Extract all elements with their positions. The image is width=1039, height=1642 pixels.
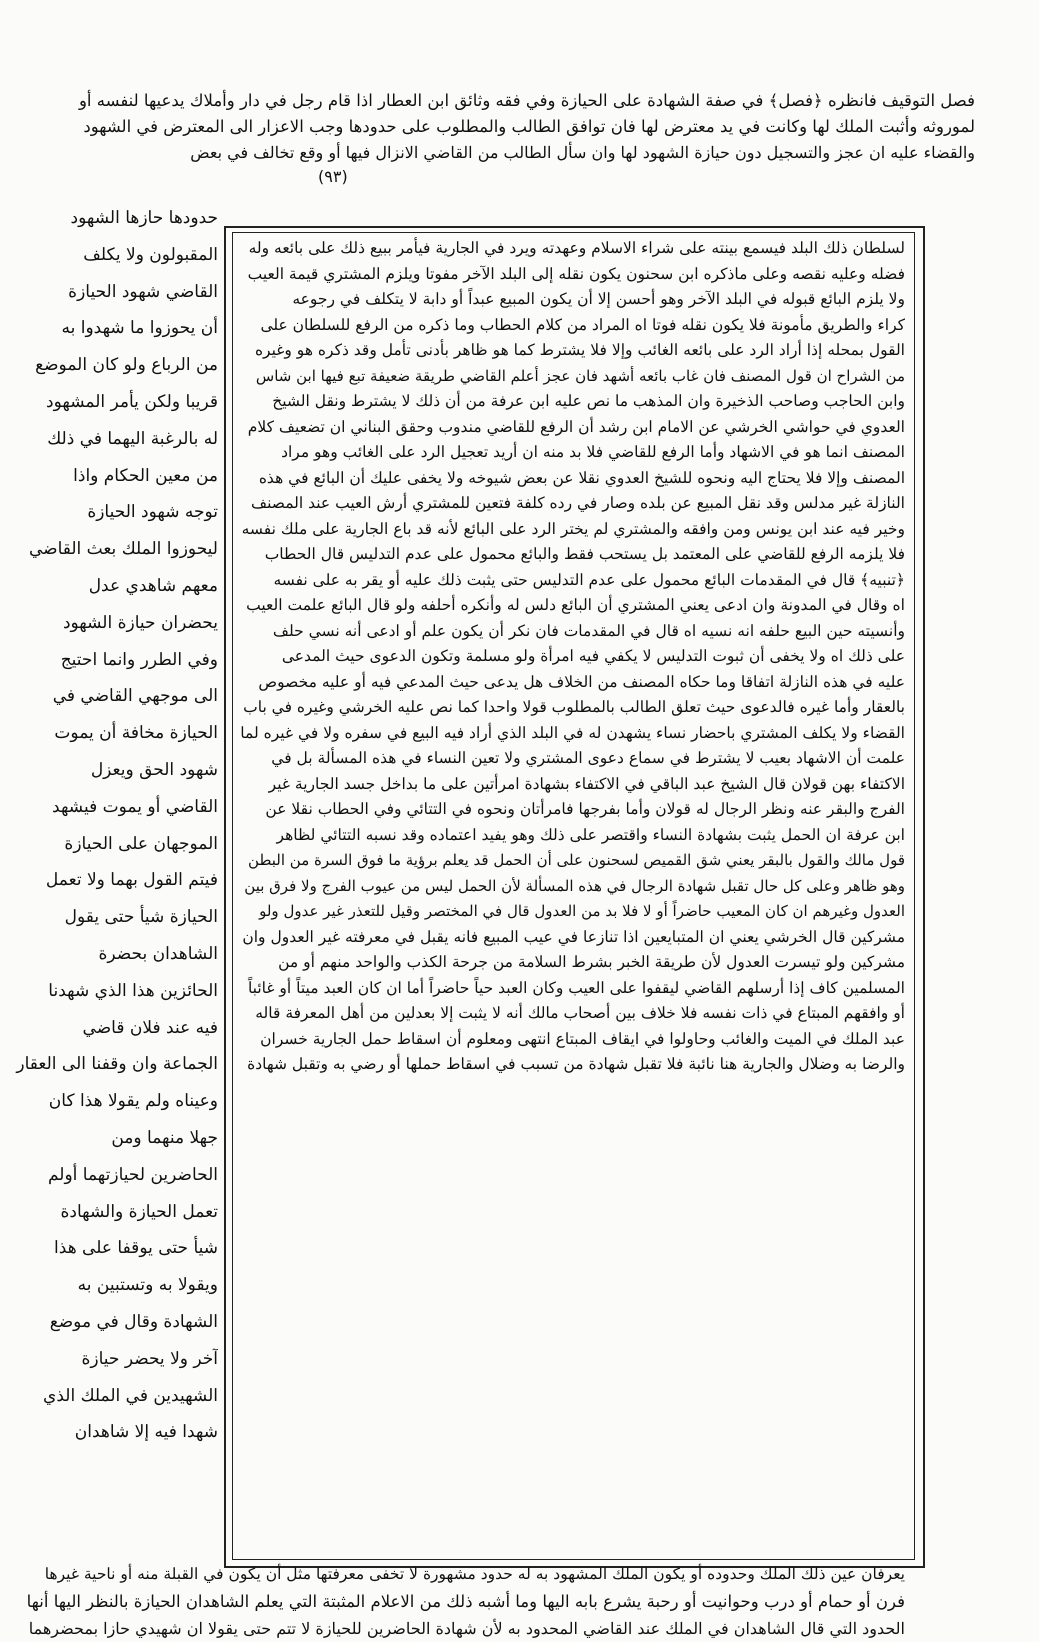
- commentary-line: بالعقار وأما غيره فالدعوى حيث تعلق الطالب بالمطلوب قولا واحدا كما نص عليه الخرشي وغيره في باب: [243, 698, 905, 716]
- commentary-line: وخير فيه عند ابن يونس ومن وافقه والمشتري لم يختر الرد على البائع لأنه قد باع الجارية على ملك نفسه: [241, 519, 905, 538]
- margin-line: الشهادة وقال في موضع: [49, 1311, 218, 1332]
- commentary-line: العدوي في حواشي الخرشي عن الامام ابن رشد أن الرفع للقاضي مندوب وحقق البناني ان تضعيف كلام: [247, 417, 905, 436]
- text-line: والقضاء عليه ان عجز والتسجيل دون حيازة الشهود لها وان سأل الطالب من القاضي الانزال فيها أو وقع تخالف في بعض: [190, 143, 975, 162]
- commentary-line: المصنف وإلا فلا يحتاج اليه ونحوه للشيخ العدوي نقلا عن بعض شيوخه ولا يخفى عليك أن البائع في هذه: [258, 468, 905, 487]
- commentary-line: علمت أن الاشهاد بعيب لا يشترط في سماع دعوى المشتري ولا تعين النساء في هذه المسألة بل في: [271, 749, 905, 767]
- text-line: فرن أو حمام أو درب وحوانيت أو رحبة يشرع بابه اليها وما أشبه ذلك من الاعلام المثبتة التي يعلم الشاهدان الحيازة بالنظر اليها أنها: [26, 1592, 905, 1611]
- commentary-line: المسلمين كاف إذا أرسلهم القاضي ليقفوا على العيب وكان العبد حياً حاضراً أما ان كان العبد ميتاً أو غائباً: [247, 978, 905, 997]
- margin-line: الحيازة مخافة أن يموت: [54, 723, 218, 744]
- margin-line: الجماعة وان وقفنا الى العقار: [16, 1054, 218, 1075]
- commentary-line: المصنف انما هو في الاشهاد وأما الرفع للقاضي فلا بد منه ان أريد تعجيل الرد على الغائب وهو مراد: [281, 443, 905, 461]
- margin-line: أن يحوزوا ما شهدوا به: [61, 318, 218, 339]
- margin-line: الحيازة شيأ حتى يقول: [64, 907, 218, 928]
- margin-line: الموجهان على الحيازة: [64, 833, 218, 854]
- margin-line: آخر ولا يحضر حيازة: [81, 1348, 218, 1369]
- margin-line: جهلا منهما ومن: [111, 1127, 218, 1148]
- commentary-line: عبد الملك في الميت والغائب وحاولوا في ايقاف المبتاع انتهى ومعلوم أن اسقاط حمل الجارية خسران: [260, 1029, 905, 1048]
- commentary-line: القول بمحله إذا أراد الرد على بائعه الغائب وإلا فلا يشترط كما هو ظاهر بأدنى تأمل وقد ذكره هو وغيره: [254, 341, 905, 359]
- commentary-line: الاكتفاء بهن قولان قال الشيخ عبد الباقي في الاكتفاء بشهادة امرأتين على ما بداخل جسد الجارية غير: [268, 774, 905, 793]
- margin-line: معهم شاهدي عدل: [88, 575, 218, 596]
- commentary-line: القضاء ولا يكلف المشتري باحضار نساء يشهدن له في البلد الذي أراد فيه البيع في سفره ولا في غيره لما: [240, 723, 905, 742]
- margin-line: الشاهدان بحضرة: [98, 943, 218, 964]
- commentary-line: قول مالك والقول بالبقر يعني شق القميص لسحنون على أن الحمل قد يعلم برؤية ما فوق السرة من البطن: [248, 851, 905, 869]
- margin-line: وفي الطرر وانما احتيج: [60, 649, 218, 670]
- commentary-line: من الشراح ان قول المصنف فان غاب بائعه أشهد فان عجز أعلم القاضي طريقة ضعيفة تبع فيها ابن شاس: [255, 366, 905, 385]
- margin-line: توجه شهود الحيازة: [87, 502, 218, 523]
- margin-line: الشهيدين في الملك الذي: [43, 1385, 218, 1406]
- commentary-line: أو وافقهم المبتاع في ذات نفسه فلا خلاف بين أصحاب مالك أنه لا يثبت إلا بعدلين من أهل المعرفة قاله: [255, 1004, 905, 1022]
- commentary-line: ابن عرفة ان الحمل يثبت بشهادة النساء واقتصر على ذلك وهو يفيد اعتماده وقد نسبه التتائي لظاهر: [276, 825, 905, 844]
- commentary-line: ولا يلزم البائع قبوله في البلد الآخر وهو أحسن إلا أن يكون المبيع عبداً أو دابة لا يتكلف في رجوعه: [292, 290, 905, 308]
- commentary-line: على ذلك اه ولا يخفى أن ثبوت التدليس لا يكفي فيه امرأة ولو مسلمة وتكون الدعوى حيث المدعى: [281, 647, 905, 665]
- commentary-line: مشركين ولو تيسرت العدول لأن طريقة الخبر بشرط السلامة من جرحة الكذب والواحد منهم أو من: [278, 953, 905, 971]
- commentary-line: وابن الحاجب وصاحب الذخيرة وان المذهب ما نص عليه ابن عرفة من أن ذلك لا يشترط ونقل الشيخ: [272, 392, 905, 410]
- commentary-line: عليه في هذه النازلة اتفاقا وما حكاه المصنف من الخلاف هل يدعى حيث المدعي فيه أو عليه مخصوص: [258, 672, 905, 691]
- margin-line: الحاضرين لحيازتهما أولم: [47, 1164, 218, 1185]
- commentary-line: العدول وغيرهم ان كان المعيب حاضراً أو لا فلا بد من العدول قال في المختصر وقيل للتعذر غير عدول ولو: [259, 902, 905, 920]
- margin-line: القاضي أو يموت فيشهد: [52, 796, 218, 817]
- commentary-line: فضله وعليه نقصه وعلى ماذكره ابن سحنون يكون نقله إلى البلد الآخر مفوتا ويلزم المشتري قيمة العيب: [247, 264, 905, 283]
- commentary-line: الفرج والبقر عنه ونظر الرجال له قولان وأما بفرجها فامرأتان ونحوه في التتائي وفي الحطاب نقلا عن: [265, 800, 905, 818]
- page-number: (٩٣): [318, 167, 348, 186]
- commentary-line: والرضا به وضلال والجارية هنا نائبة فلا تقبل شهادة من تسبب في اسقاط حملها أو رضي به وتقبل شهادة: [247, 1055, 905, 1073]
- margin-line: تعمل الحيازة والشهادة: [60, 1201, 218, 1222]
- margin-line: حدودها حازها الشهود: [70, 208, 218, 228]
- margin-line: فيتم القول بهما ولا تعمل: [45, 870, 218, 891]
- margin-line: من معين الحكام واذا: [73, 465, 218, 486]
- margin-line: قريبا ولكن يأمر المشهود: [46, 391, 218, 412]
- margin-line: له بالرغبة اليهما في ذلك: [47, 428, 218, 449]
- margin-line: وعيناه ولم يقولا هذا كان: [48, 1091, 218, 1112]
- margin-line: شيأ حتى يوقفا على هذا: [54, 1238, 218, 1259]
- commentary-line: اه وقال في المدونة وان ادعى يعني المشتري أن البائع دلس له وأنكره أحلفه ولو قال البائع علمت العيب: [246, 596, 905, 614]
- margin-column: [4, 200, 230, 1451]
- text-line: لموروثه وأثبت الملك لها وكانت في يد معترض لها فان توافق الطالب والمطلوب على حدودها وجب الاعزار الى المعترض في الشهود: [83, 117, 975, 136]
- margin-line: شهدا فيه إلا شاهدان: [74, 1422, 218, 1443]
- margin-line: ليحوزوا الملك بعث القاضي: [28, 539, 218, 560]
- framed-commentary: [240, 236, 905, 1078]
- commentary-line: لسلطان ذلك البلد فيسمع بينته على شراء الاسلام وعهدته ويرد في الجارية فيأمر ببيع ذلك على بائعه وله: [248, 239, 905, 257]
- commentary-line: كراء والطريق مأمونة فلا يكون نقله فوتا اه المراد من كلام الحطاب وما ذكره من الرفع للسلطان على: [260, 315, 905, 334]
- commentary-line: وهو ظاهر وعلى كل حال تقبل شهادة الرجال في هذه المسألة لأن الحمل ليس من عيوب الفرج ولا فرق بين: [244, 876, 905, 895]
- margin-line: الى موجهي القاضي في: [52, 686, 218, 707]
- commentary-line: وأنسيته حين البيع حلفه انه نسيه اه قال في المقدمات فان نكر أن يكون علم أو ادعى أنه نسي حلف: [272, 621, 905, 640]
- top-paragraph: [60, 88, 975, 166]
- commentary-line: ﴿تنبيه﴾ قال في المقدمات البائع محمول على عدم التدليس حتى يثبت ذلك عليه أو يقر به على نفسه: [273, 570, 905, 589]
- margin-line: الحائزين هذا الذي شهدنا: [48, 980, 218, 1001]
- text-line: الحدود التي قال الشاهدان في الملك عند القاضي المحدود به لأن شهادة الحاضرين للحيازة لا تتم حتى يقولا ان شهيدي حازا بمحضرهما: [28, 1619, 905, 1638]
- commentary-line: النازلة غير مدلس وقد نقل المبيع عن بلده وصار في رده كلفة فتعين للمشتري أرش العيب عند المصنف: [251, 494, 905, 512]
- commentary-line: مشركين قال الخرشي يعني ان المتبايعين اذا تنازعا في عيب المبيع فانه يقبل في معرفته غير العدول وان: [242, 927, 905, 946]
- margin-line: المقبولون ولا يكلف: [83, 244, 218, 265]
- text-line: يعرفان عين ذلك الملك وحدوده أو يكون الملك المشهود به له حدود مشهورة لا تخفى معرفتها مثل أن يكون في القبلة منه أو ناحية غيرها: [44, 1565, 905, 1583]
- bottom-paragraph: [20, 1561, 905, 1642]
- margin-line: ويقولا به وتستبين به: [77, 1275, 218, 1296]
- commentary-line: فلا يلزمه الرفع للقاضي على المعتمد بل يستحب فقط والبائع محمول على عدم التدليس قال الحطاب: [264, 545, 905, 563]
- margin-line: يحضران حيازة الشهود: [62, 612, 218, 633]
- margin-line: القاضي شهود الحيازة: [68, 281, 218, 302]
- margin-line: فيه عند فلان قاضي: [82, 1017, 218, 1038]
- margin-line: من الرباع ولو كان الموضع: [35, 355, 218, 376]
- margin-line: شهود الحق ويعزل: [90, 759, 218, 780]
- text-line: فصل التوقيف فانظره ﴿فصل﴾ في صفة الشهادة على الحيازة وفي فقه وثائق ابن العطار اذا قام رجل في دار وأملاك يدعيها لنفسه أو: [78, 91, 975, 110]
